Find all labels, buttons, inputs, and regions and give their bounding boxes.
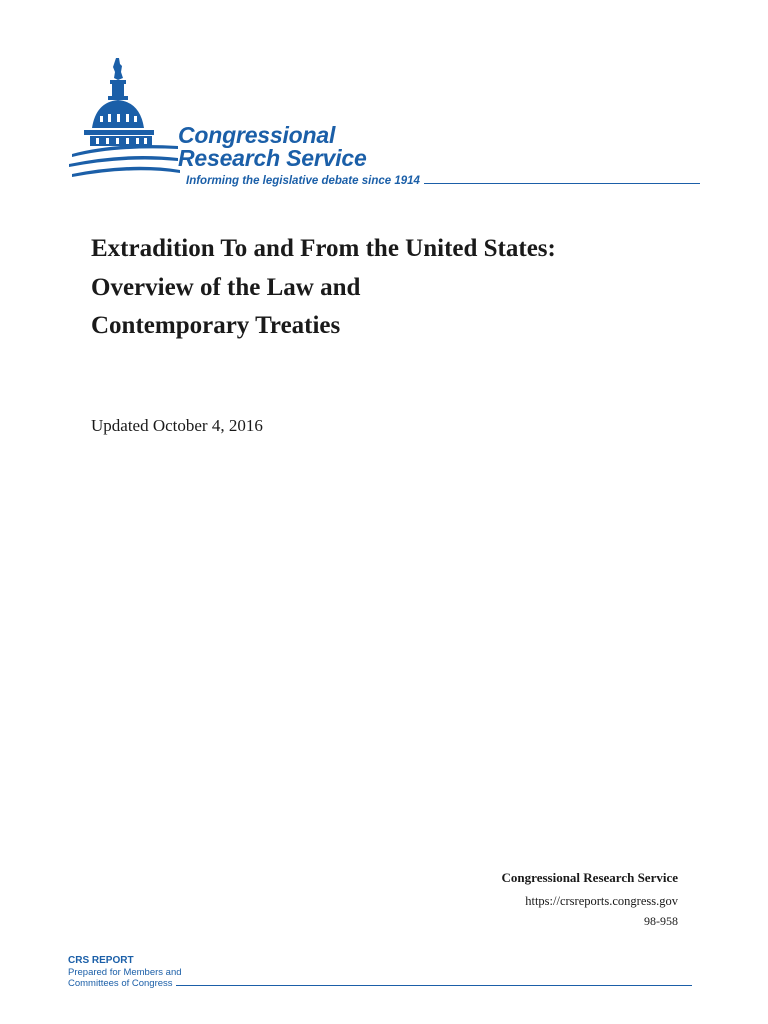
- crs-report-line1: Prepared for Members and: [68, 966, 182, 978]
- crs-report-block: [68, 955, 692, 990]
- brand-name-line1: Congressional: [178, 122, 336, 148]
- title-line1: Extradition To and From the United States:: [91, 235, 556, 262]
- tagline: Informing the legislative debate since 1914: [186, 175, 420, 187]
- tagline-rule: [424, 183, 700, 184]
- report-title: [91, 230, 691, 346]
- crs-report-heading: CRS REPORT: [68, 955, 134, 966]
- crs-report-rule: [176, 985, 692, 986]
- updated-date: Updated October 4, 2016: [91, 416, 263, 435]
- crs-report-line2: Committees of Congress: [68, 978, 173, 989]
- title-line3: Contemporary Treaties: [91, 312, 341, 339]
- footer-url-link[interactable]: https://crsreports.congress.gov: [525, 894, 678, 908]
- report-number: 98-958: [644, 914, 678, 928]
- brand-name: [178, 124, 367, 170]
- crs-report-line2-row: [68, 978, 692, 990]
- footer-org: Congressional Research Service: [501, 870, 678, 885]
- footer-block: [502, 868, 678, 931]
- title-line2: Overview of the Law and: [91, 273, 361, 301]
- brand-name-line2: Research Service: [178, 145, 367, 171]
- tagline-row: [186, 173, 700, 189]
